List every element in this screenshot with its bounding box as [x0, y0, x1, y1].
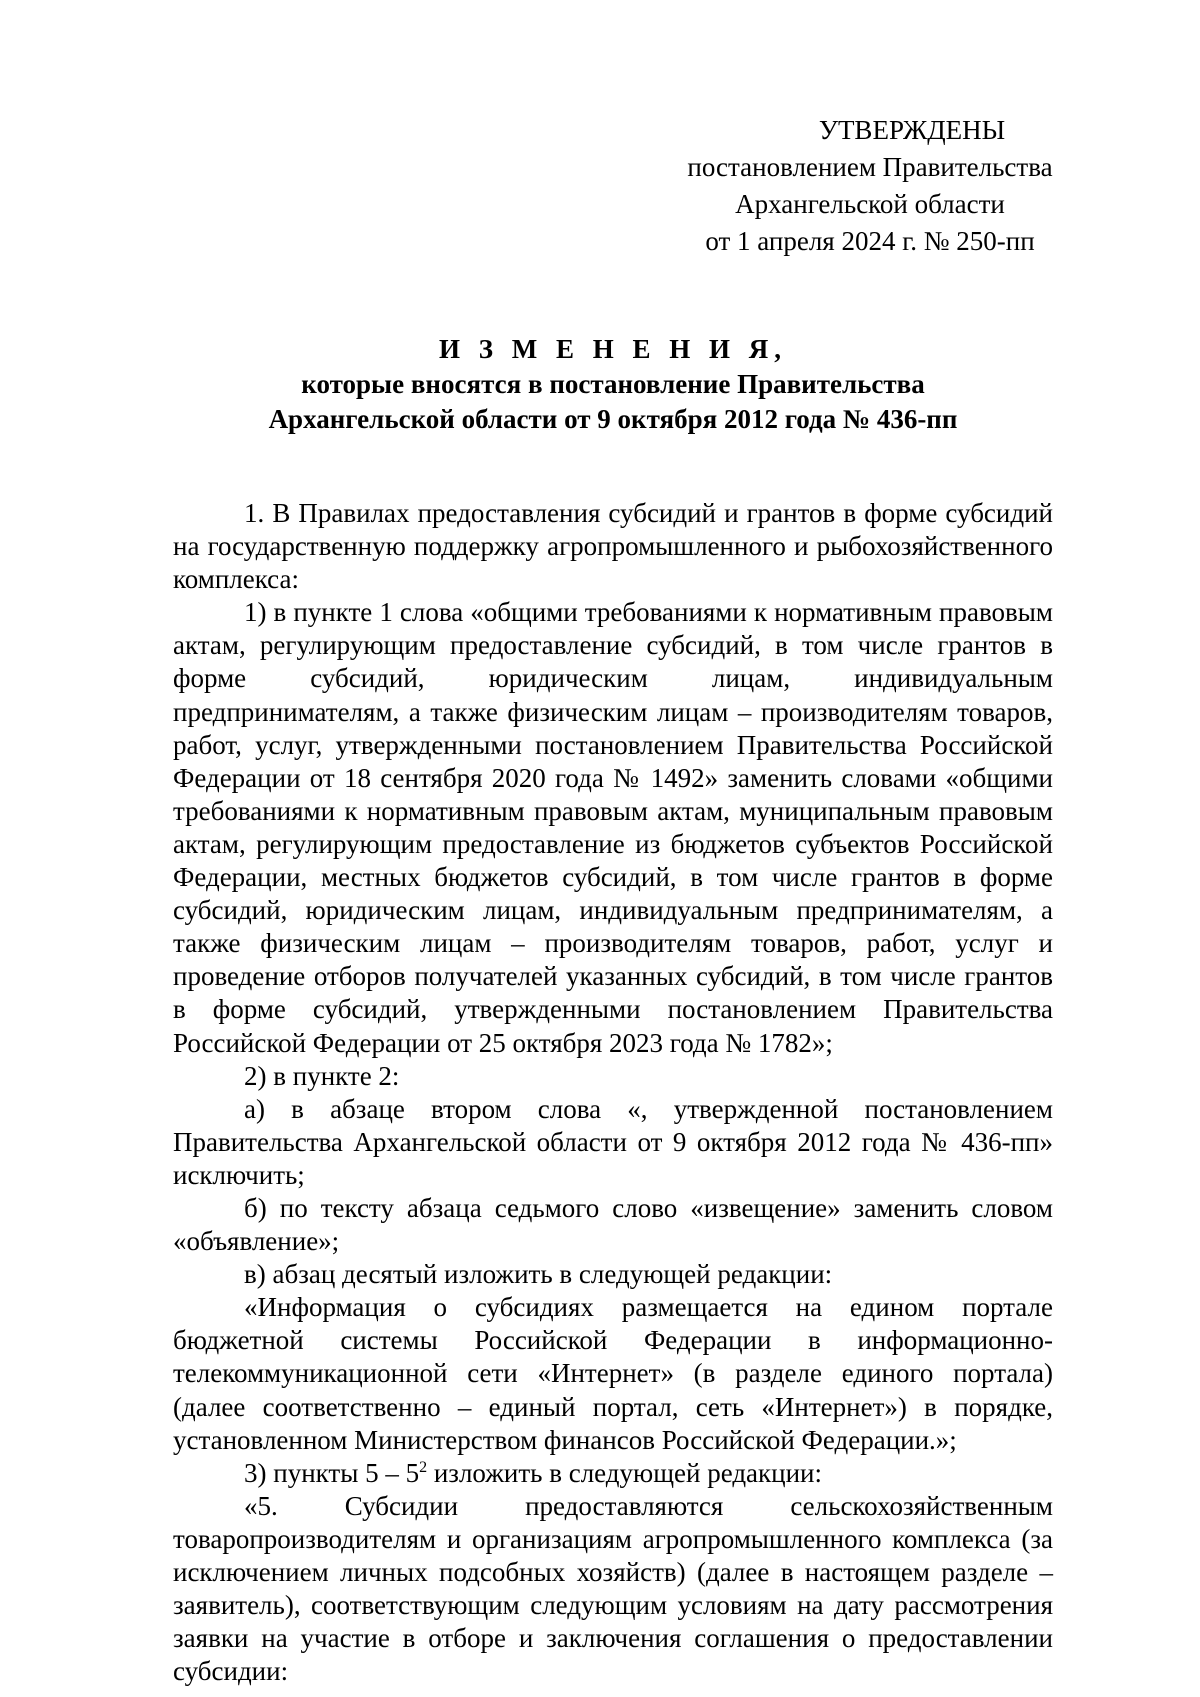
paragraph-1: 1. В Правилах предоставления субсидий и грантов в форме субсидий на государственную поддержку агропромышленного и рыбохозяйственного комплекса: [173, 498, 1053, 595]
approval-heading: УТВЕРЖДЕНЫ [818, 115, 1006, 145]
paragraph-9: «5. Субсидии предоставляются сельскохозяйственным товаропроизводителям и организациям агропромышленного комплекса (за исключением личных подсобных хозяйств) (далее в настоящем разделе – заявитель), соответствующим следующим условиям на дату рассмотрения заявки на участие в отборе и заключения соглашения о предоставлении субсидии: [173, 1490, 1053, 1687]
paragraph-5: б) по тексту абзаца седьмого слово «извещение» заменить словом «объявление»; [173, 1192, 1053, 1257]
paragraph-3: 2) в пункте 2: [244, 1060, 400, 1091]
paragraph-7: «Информация о субсидиях размещается на едином портале бюджетной системы Российской Федерации в информационно-телекоммуникационной сети «Интернет» (в разделе единого портала) (далее соответственно – единый портал, сеть «Интернет») в порядке, установленном Министерством финансов Российской Федерации.»; [173, 1292, 1053, 1455]
paragraph-6: в) абзац десятый изложить в следующей редакции: [244, 1259, 833, 1290]
paragraph-8-after: изложить в следующей редакции: [427, 1457, 823, 1488]
approval-line-2: Архангельской области [735, 189, 1005, 219]
paragraph-8 [173, 1457, 1053, 1490]
title-sub-1: которые вносятся в постановление Правительства [301, 369, 925, 399]
paragraph-4: а) в абзаце втором слова «, утвержденной постановлением Правительства Архангельской области от 9 октября 2012 года № 436-пп» исключить; [173, 1093, 1053, 1190]
paragraph-8-superscript: 2 [419, 1458, 428, 1476]
approval-stamp [660, 112, 1080, 260]
approval-line-1: постановлением Правительства [687, 152, 1053, 182]
paragraph-2: 1) в пункте 1 слова «общими требованиями к нормативным правовым актам, регулирующим предоставление субсидий, в том числе грантов в форме субсидий, юридическим лицам, индивидуальным предпринимателям, а также физическим лицам – производителям товаров, работ, услуг, утвержденными постановлением Правительства Российской Федерации от 18 сентября 2020 года № 1492» заменить словами «общими требованиями к нормативным правовым актам, муниципальным правовым актам, регулирующим предоставление из бюджетов субъектов Российской Федерации, местных бюджетов субсидий, в том числе грантов в форме субсидий, юридическим лицам, индивидуальным предпринимателям, а также физическим лицам – производителям товаров, работ, услуг и проведение отборов получателей указанных субсидий, в том числе грантов в форме субсидий, утвержденными постановлением Правительства Российской Федерации от 25 октября 2023 года № 1782»; [173, 597, 1053, 1058]
document-title [173, 332, 1053, 437]
approval-line-3: от 1 апреля 2024 г. № 250-пп [705, 226, 1035, 256]
document-body [173, 497, 1053, 1688]
title-sub-2: Архангельской области от 9 октября 2012 года № 436-пп [268, 404, 958, 434]
title-main: И З М Е Н Е Н И Я, [438, 334, 787, 364]
paragraph-8-before: 3) пункты 5 – 5 [244, 1457, 420, 1488]
